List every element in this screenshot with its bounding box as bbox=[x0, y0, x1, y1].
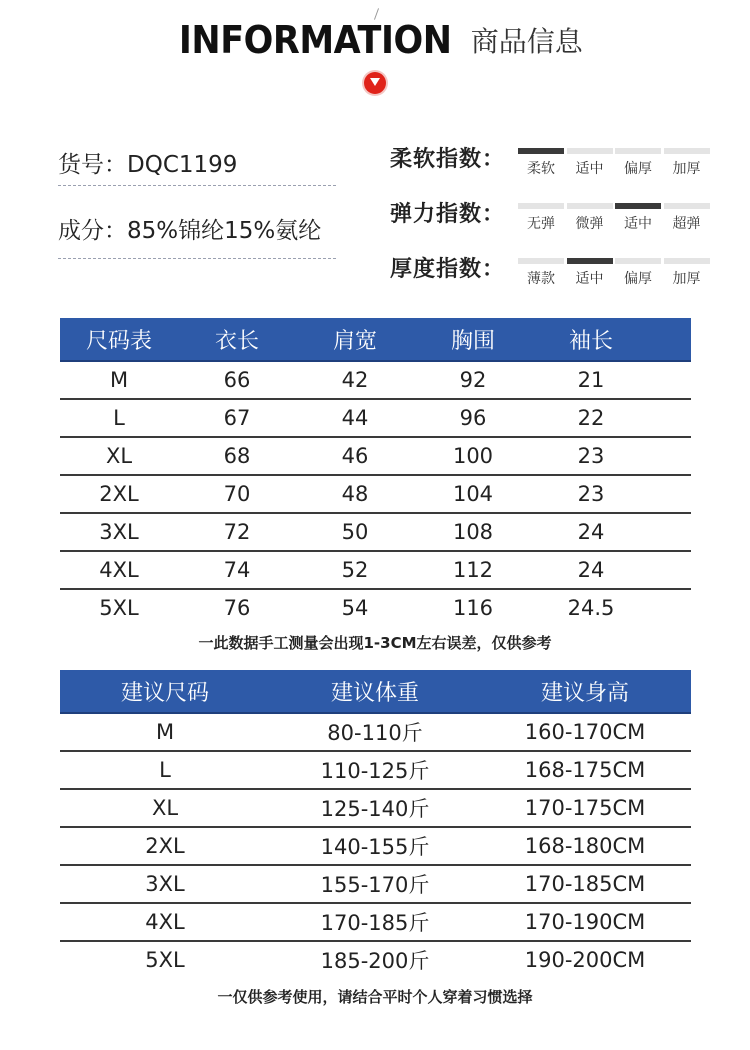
composition-row bbox=[58, 200, 338, 260]
table-row bbox=[60, 400, 691, 438]
scale-segment bbox=[664, 258, 710, 264]
table-cell: 168-180CM bbox=[524, 834, 646, 858]
table-cell: 116 bbox=[452, 596, 494, 620]
table-cell: 100 bbox=[452, 444, 494, 468]
table-cell: 155-170斤 bbox=[320, 873, 430, 897]
table-cell: 170-175CM bbox=[524, 796, 646, 820]
size-chart-table bbox=[60, 318, 691, 626]
scale-segment-active bbox=[615, 203, 661, 209]
table-cell: 52 bbox=[341, 558, 369, 582]
table-cell: 4XL bbox=[145, 910, 185, 934]
page-header bbox=[0, 18, 750, 74]
scale-option-label: 加厚 bbox=[672, 161, 701, 177]
scale-option-label: 加厚 bbox=[672, 271, 701, 287]
column-header: 建议身高 bbox=[540, 680, 629, 706]
table-row bbox=[60, 752, 691, 790]
table-cell: 70 bbox=[223, 482, 251, 506]
table-cell: 24.5 bbox=[567, 596, 615, 620]
table-cell: 190-200CM bbox=[524, 948, 646, 972]
table-row bbox=[60, 514, 691, 552]
scale-segment bbox=[664, 148, 710, 154]
table-row bbox=[60, 714, 691, 752]
table-cell: 104 bbox=[452, 482, 494, 506]
divider bbox=[58, 185, 336, 186]
table-cell: 50 bbox=[341, 520, 369, 544]
table-cell: 42 bbox=[341, 368, 369, 392]
table-cell: 170-185斤 bbox=[320, 911, 430, 935]
chevron-down-icon bbox=[364, 72, 386, 94]
table-cell: 76 bbox=[223, 596, 251, 620]
column-header: 建议尺码 bbox=[120, 680, 209, 706]
table-row bbox=[60, 438, 691, 476]
table-row bbox=[60, 942, 691, 978]
scale-segment bbox=[518, 203, 564, 209]
table-cell: 3XL bbox=[99, 520, 139, 544]
table-cell: M bbox=[109, 368, 129, 392]
table-cell: 48 bbox=[341, 482, 369, 506]
size-table-note: 一此数据手工测量会出现1-3CM左右误差，仅供参考 bbox=[198, 634, 552, 652]
table-header bbox=[60, 670, 691, 714]
index-label: 弹力指数： bbox=[390, 202, 506, 227]
scale-segment-active bbox=[518, 148, 564, 154]
table-row bbox=[60, 590, 691, 626]
table-cell: 54 bbox=[341, 596, 369, 620]
index-row bbox=[390, 195, 710, 245]
scale-option-label: 偏厚 bbox=[624, 161, 652, 177]
table-cell: L bbox=[159, 758, 171, 782]
table-cell: 2XL bbox=[99, 482, 139, 506]
scale-segment bbox=[615, 148, 661, 154]
scale-segment bbox=[664, 203, 710, 209]
table-cell: L bbox=[113, 406, 125, 430]
table-cell: 72 bbox=[223, 520, 251, 544]
table-cell: 24 bbox=[577, 520, 605, 544]
table-cell: 110-125斤 bbox=[320, 759, 430, 783]
table-cell: 168-175CM bbox=[524, 758, 646, 782]
item-number: 货号：DQC1199 bbox=[58, 152, 238, 178]
title-cn: 商品信息 bbox=[470, 25, 583, 58]
table-cell: 125-140斤 bbox=[320, 797, 430, 821]
table-cell: 92 bbox=[459, 368, 487, 392]
table-cell: 170-185CM bbox=[524, 872, 646, 896]
table-cell: 185-200斤 bbox=[320, 949, 430, 973]
scale-segment-active bbox=[567, 258, 613, 264]
table-cell: 170-190CM bbox=[524, 910, 646, 934]
scale-option-label: 超弹 bbox=[672, 216, 701, 232]
table-cell: XL bbox=[105, 444, 133, 468]
item-number-row bbox=[58, 140, 338, 200]
scale-segment bbox=[567, 203, 613, 209]
scale-option-label: 适中 bbox=[575, 161, 604, 177]
scale-option-label: 薄款 bbox=[527, 271, 555, 287]
table-row bbox=[60, 476, 691, 514]
table-cell: 44 bbox=[341, 406, 369, 430]
table-cell: 74 bbox=[223, 558, 251, 582]
column-header: 建议体重 bbox=[330, 680, 419, 706]
scale-option-label: 适中 bbox=[575, 271, 604, 287]
divider bbox=[58, 258, 336, 259]
index-row bbox=[390, 250, 710, 300]
scale-segment bbox=[518, 258, 564, 264]
scale-option-label: 微弹 bbox=[575, 216, 604, 232]
column-header: 尺码表 bbox=[85, 328, 152, 354]
table-cell: 21 bbox=[577, 368, 605, 392]
table-cell: 5XL bbox=[99, 596, 139, 620]
table-cell: 66 bbox=[223, 368, 251, 392]
table-cell: 108 bbox=[452, 520, 494, 544]
table-cell: 112 bbox=[452, 558, 494, 582]
index-row bbox=[390, 140, 710, 190]
table-cell: 140-155斤 bbox=[320, 835, 430, 859]
table-cell: 23 bbox=[577, 482, 605, 506]
table-row bbox=[60, 866, 691, 904]
table-cell: 96 bbox=[459, 406, 487, 430]
table-cell: 3XL bbox=[145, 872, 185, 896]
table-cell: 24 bbox=[577, 558, 605, 582]
table-cell: 46 bbox=[341, 444, 369, 468]
scale-segment bbox=[567, 148, 613, 154]
recommendation-note: 一仅供参考使用，请结合平时个人穿着习惯选择 bbox=[217, 988, 533, 1006]
scale-segment bbox=[615, 258, 661, 264]
table-cell: 160-170CM bbox=[524, 720, 646, 744]
table-row bbox=[60, 552, 691, 590]
column-header: 衣长 bbox=[214, 328, 259, 354]
table-cell: M bbox=[155, 720, 175, 744]
title-en: INFORMATION bbox=[179, 18, 452, 62]
table-cell: 4XL bbox=[99, 558, 139, 582]
recommendation-table bbox=[60, 670, 691, 978]
table-header bbox=[60, 318, 691, 362]
scale-option-label: 柔软 bbox=[527, 161, 555, 177]
table-cell: 67 bbox=[223, 406, 251, 430]
table-cell: 68 bbox=[223, 444, 251, 468]
composition: 成分：85%锦纶15%氨纶 bbox=[58, 218, 322, 244]
table-row bbox=[60, 790, 691, 828]
product-info bbox=[58, 140, 338, 260]
column-header: 胸围 bbox=[450, 328, 495, 354]
scale-option-label: 无弹 bbox=[527, 216, 555, 232]
table-row bbox=[60, 828, 691, 866]
table-cell: 23 bbox=[577, 444, 605, 468]
table-cell: 5XL bbox=[145, 948, 185, 972]
table-row bbox=[60, 362, 691, 400]
index-label: 厚度指数： bbox=[390, 257, 506, 282]
table-cell: 80-110斤 bbox=[327, 721, 423, 745]
scale-option-label: 偏厚 bbox=[624, 271, 652, 287]
index-label: 柔软指数： bbox=[390, 147, 506, 172]
table-cell: 2XL bbox=[145, 834, 185, 858]
table-cell: 22 bbox=[577, 406, 605, 430]
column-header: 肩宽 bbox=[332, 328, 377, 354]
table-cell: XL bbox=[151, 796, 179, 820]
scale-option-label: 适中 bbox=[624, 216, 652, 232]
table-row bbox=[60, 904, 691, 942]
column-header: 袖长 bbox=[568, 328, 613, 354]
